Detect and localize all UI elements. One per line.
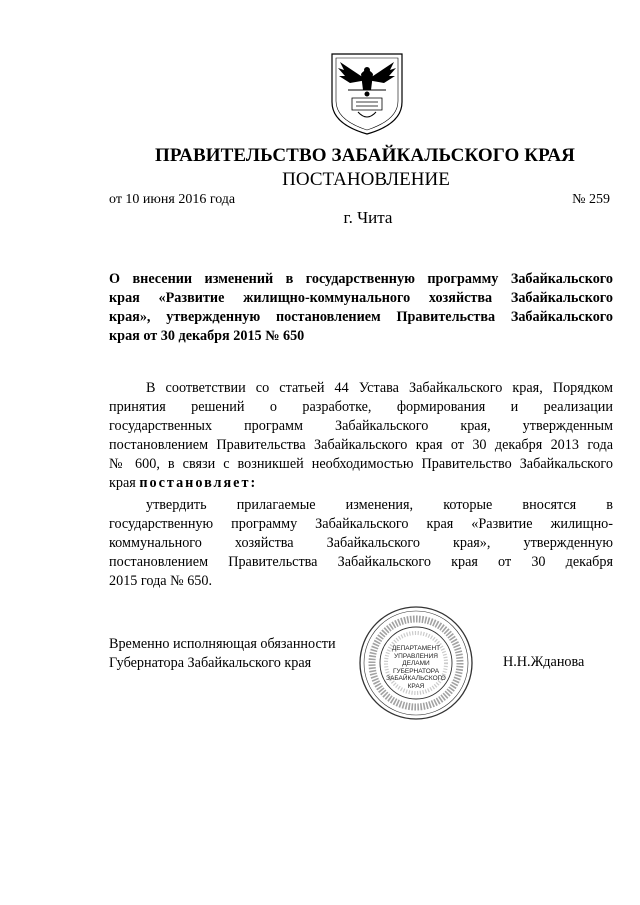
body-line: принятия решений о разработке, формирования и реализации — [109, 399, 613, 415]
stamp-text-line: КРАЯ — [407, 682, 425, 690]
body-line-text: края — [109, 475, 136, 491]
signatory-name: Н.Н.Жданова — [503, 654, 585, 670]
body-line: постановлением Правительства Забайкальского края от 30 декабря — [109, 554, 613, 570]
body-line: № 600, в связи с возникшей необходимостью Правительство Забайкальского — [109, 456, 613, 472]
stamp-center-text — [356, 645, 476, 690]
body-paragraph-1 — [109, 379, 613, 493]
subject-line: края от 30 декабря 2015 № 650 — [109, 328, 305, 344]
body-paragraph-2 — [109, 496, 613, 591]
body-line: государственных программ Забайкальского края, утвержденным — [109, 418, 613, 434]
subject-line: края «Развитие жилищно-коммунального хозяйства Забайкальского — [109, 290, 613, 306]
stamp-text-line: ДЕЛАМИ — [402, 660, 430, 667]
document-type: ПОСТАНОВЛЕНИЕ — [282, 169, 450, 190]
organization-title: ПРАВИТЕЛЬСТВО ЗАБАЙКАЛЬСКОГО КРАЯ — [154, 145, 575, 166]
subject-line: края», утвержденную постановлением Правительства Забайкальского — [109, 309, 613, 325]
body-line: утвердить прилагаемые изменения, которые вносятся в — [146, 497, 613, 513]
stamp-text-line: ГУБЕРНАТОРА — [392, 667, 440, 675]
coat-of-arms-icon — [328, 50, 406, 136]
body-line: 2015 года № 650. — [109, 573, 213, 589]
stamp-text-line: ЗАБАЙКАЛЬСКОГО — [386, 675, 446, 682]
resolves-keyword: постановляет: — [139, 475, 258, 491]
body-line: государственную программу Забайкальского края «Развитие жилищно- — [109, 516, 613, 532]
body-line: коммунального хозяйства Забайкальского края», утвержденную — [109, 535, 613, 551]
document-number: № 259 — [572, 192, 610, 207]
stamp-text-line: УПРАВЛЕНИЯ — [394, 652, 438, 660]
signatory-position — [109, 635, 336, 673]
document-city: г. Чита — [343, 208, 393, 227]
stamp-text-line: ДЕПАРТАМЕНТ — [391, 645, 441, 652]
document-date: от 10 июня 2016 года — [109, 192, 236, 207]
document-subject — [109, 270, 613, 346]
signatory-position-line: Временно исполняющая обязанности — [109, 636, 336, 652]
subject-line: О внесении изменений в государственную программу Забайкальского — [109, 271, 613, 287]
body-line: постановлением Правительства Забайкальского края от 30 декабря 2013 года — [109, 437, 613, 453]
body-line-final — [109, 474, 613, 493]
body-line: В соответствии со статьей 44 Устава Забайкальского края, Порядком — [146, 380, 613, 396]
signatory-position-line: Губернатора Забайкальского края — [109, 655, 312, 671]
